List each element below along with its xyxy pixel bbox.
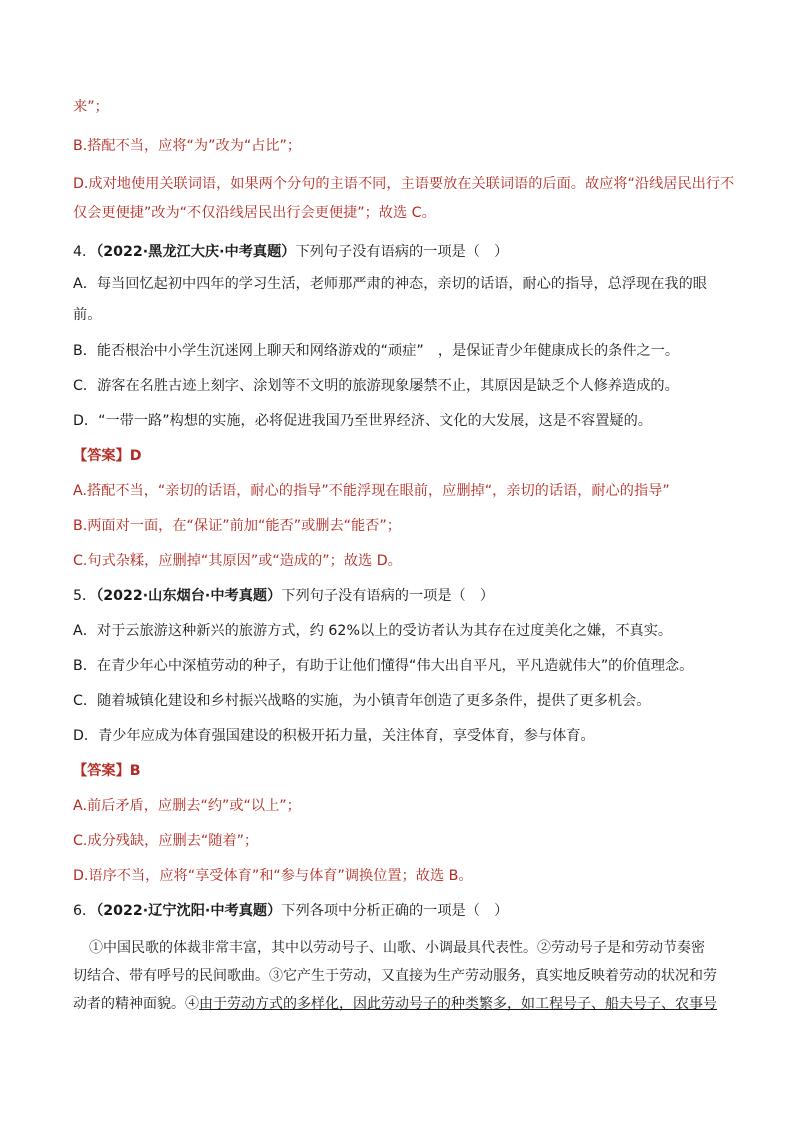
question-stem: 下列句子没有语病的一项是（ ） <box>281 588 495 604</box>
explanation-line: D.成对地使用关联词语，如果两个分句的主语不同，主语要放在关联词语的后面。故应将“沿线居民出行不 <box>73 176 735 192</box>
question-stem: 下列句子没有语病的一项是（ ） <box>295 244 509 260</box>
option-c: C．游客在名胜古迹上刻字、涂划等不文明的旅游现象屡禁不止，其原因是缺乏个人修养造成的。 <box>73 378 679 394</box>
question-4-header <box>73 242 508 262</box>
option-a: A．每当回忆起初中四年的学习生活，老师那严肃的神态，亲切的话语，耐心的指导，总浮现在我的眼 <box>73 276 707 292</box>
option-b: B．在青少年心中深植劳动的种子，有助于让他们懂得“伟大出自平凡，平凡造就伟大”的价值理念。 <box>73 658 694 674</box>
explanation-line: A.搭配不当，“亲切的话语，耐心的指导”不能浮现在眼前，应删掉“，亲切的话语，耐心的指导” <box>73 483 670 499</box>
explanation-line: B.两面对一面，在“保证”前加“能否”或删去“能否”； <box>73 518 401 534</box>
explanation-line: A.前后矛盾，应删去“约”或“以上”； <box>73 798 301 814</box>
explanation-line: C.成分残缺，应删去“随着”； <box>73 833 259 849</box>
question-number: 4． <box>73 244 97 260</box>
question-stem: 下列各项中分析正确的一项是（ ） <box>281 903 509 919</box>
explanation-line: D.语序不当，应将“享受体育”和“参与体育”调换位置；故选 B。 <box>73 868 473 884</box>
question-source: （2022·山东烟台·中考真题） <box>96 588 282 604</box>
explanation-line: C.句式杂糅，应删掉“其原因”或“造成的”；故选 D。 <box>73 553 402 569</box>
passage-line: 切结合、带有呼号的民间歌曲。③它产生于劳动，又直接为生产劳动服务，真实地反映着劳动的状况和劳 <box>73 968 717 984</box>
passage-line: 动者的精神面貌。④ <box>73 996 199 1012</box>
question-5-header <box>73 586 494 606</box>
option-d: D．青少年应成为体育强国建设的积极开拓力量，关注体育，享受体育，参与体育。 <box>73 728 595 744</box>
option-b: B．能否根治中小学生沉迷网上聊天和网络游戏的“顽症” ，是保证青少年健康成长的条件之一。 <box>73 343 680 359</box>
passage <box>73 934 721 1018</box>
question-number: 5． <box>73 588 97 604</box>
passage-line: ①中国民歌的体裁非常丰富，其中以劳动号子、山歌、小调最具代表性。②劳动号子是和劳动节奏密 <box>89 940 705 956</box>
explanation-line: 来”； <box>73 99 109 115</box>
question-6-header <box>73 901 508 921</box>
question-source: （2022·黑龙江大庆·中考真题） <box>96 244 296 260</box>
explanation-line: B.搭配不当，应将“为”改为“占比”； <box>73 138 302 154</box>
option-c: C．随着城镇化建设和乡村振兴战略的实施，为小镇青年创造了更多条件，提供了更多机会。 <box>73 693 651 709</box>
answer-label: 【答案】B <box>73 763 141 779</box>
underlined-sentence: 由于劳动方式的多样化，因此劳动号子的种类繁多，如工程号子、船夫号子、农事号 <box>199 996 717 1012</box>
explanation-line: 仅会更便捷”改为“不仅沿线居民出行会更便捷”；故选 C。 <box>73 205 436 221</box>
question-source: （2022·辽宁沈阳·中考真题） <box>96 903 282 919</box>
option-a: A．对于云旅游这种新兴的旅游方式，约 62%以上的受访者认为其存在过度美化之嫌，不真实。 <box>73 623 673 639</box>
answer-label: 【答案】D <box>73 448 142 464</box>
option-a-continued: 前。 <box>73 307 102 323</box>
option-d: D．“一带一路”构想的实施，必将促进我国乃至世界经济、文化的大发展，这是不容置疑的。 <box>73 413 652 429</box>
question-number: 6． <box>73 903 97 919</box>
